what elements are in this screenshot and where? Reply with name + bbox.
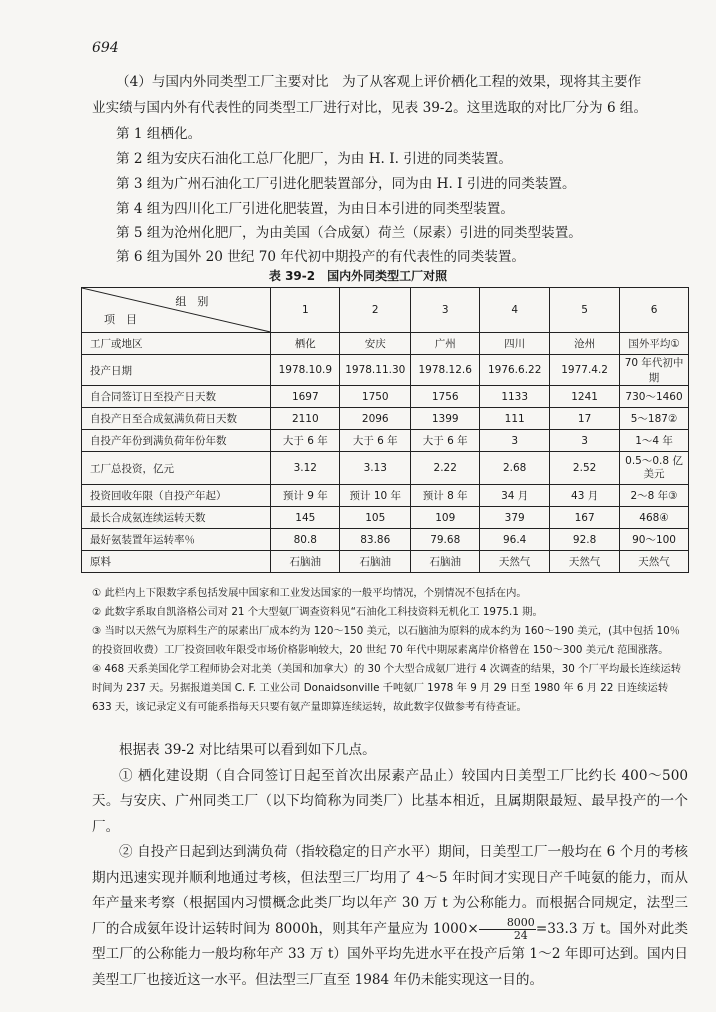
group-item: 第 1 组栖化。 (116, 126, 202, 142)
intro-line-2: 业实绩与国内外有代表性的同类型工厂进行对比，见表 39-2。这里选取的对比厂分为 6 组。 (92, 100, 648, 116)
table-cell: 43 月 (550, 485, 620, 507)
group-item: 第 3 组为广州石油化工厂引进化肥装置部分，同为由 H. I 引进的同类装置。 (116, 176, 576, 192)
group-item: 第 2 组为安庆石油化工总厂化肥厂，为由 H. I. 引进的同类装置。 (116, 151, 512, 167)
table-cell: 83.86 (340, 529, 411, 551)
table-cell: 96.4 (480, 529, 550, 551)
table-cell: 1978.10.9 (271, 355, 340, 386)
footnote: ③ 当时以天然气为原料生产的尿素出厂成本约为 120～150 美元，以石脑油为原料的成本约为 160～190 美元，(其中包括 10％的投资回收费）工厂投资回收年限受市场价格影响较大，20 世纪 70 年代中期尿素离岸价格曾在 150～300 美元/t 范围涨落。 (92, 625, 680, 656)
table-cell: 广州 (411, 333, 480, 355)
paragraph-text: ② 自投产日起到达到满负荷（指较稳定的日产水平）期间，日美型工厂一般均在 6 个月的考核期内迅速实现并顺利地通过考核，但法型三厂均用了 4～5 年时间才实现日产千吨氨的能力，而从年产量来考察（根据国内习惯概念此类厂均以年产 30 万 t 为公称能力。而根据合同规定，法型三厂的合成氨年设计运转时间为 8000h，则其年产量应为 1000× (92, 844, 688, 937)
body-paragraph: ① 栖化建设期（自合同签订日起至首次出尿素产品止）较国内日美型工厂比约长 400～500 天。与安庆、广州同类工厂（以下均简称为同类厂）比基本相近，且属期限最短、最早投产的一个厂。 (92, 767, 688, 835)
table-cell: 3.13 (340, 452, 411, 485)
group-item: 第 4 组为四川化工厂引进化肥装置，为由日本引进的同类型装置。 (116, 201, 514, 217)
table-cell: 0.5～0.8 亿美元 (620, 452, 689, 485)
table-cell: 天然气 (620, 551, 689, 573)
table-cell: 1756 (411, 386, 480, 408)
table-cell: 2.22 (411, 452, 480, 485)
table-cell: 1750 (340, 386, 411, 408)
intro-line-1: （4）与国内外同类型工厂主要对比 为了从客观上评价栖化工程的效果，现将其主要作 (116, 74, 642, 90)
column-header: 3 (411, 288, 480, 333)
table-cell: 预计 9 年 (271, 485, 340, 507)
table-cell: 石脑油 (340, 551, 411, 573)
table-cell: 预计 10 年 (340, 485, 411, 507)
table-cell: 3 (480, 430, 550, 452)
table-row (82, 529, 689, 551)
table-cell: 34 月 (480, 485, 550, 507)
row-label: 原料 (82, 551, 271, 573)
table-row (82, 386, 689, 408)
table-cell: 2096 (340, 408, 411, 430)
footnote: ④ 468 天系美国化学工程师协会对北美（美国和加拿大）的 30 个大型合成氨厂进行 4 次调查的结果，30 个厂平均最长连续运转时间为 237 天。另据报道美国 C. F. 工业公司 Donaidsonville 千吨氨厂 1978 年 9 月 29 日至 1980 年 6 月 22 日连续运转 633 天，该记录定义有可能系指每天只要有氨产量即算连续运转，故此数字仅做参考有待查证。 (92, 663, 682, 713)
table-row (82, 507, 689, 529)
row-label: 自投产日至合成氨满负荷日天数 (82, 408, 271, 430)
table-cell: 石脑油 (271, 551, 340, 573)
table-cell: 2110 (271, 408, 340, 430)
fraction (479, 917, 536, 942)
paragraph-text: =33.3 万 t。国外对此类型工厂的公称能力一般均称年产 33 万 t）国外平均先进水平在投产后第 1～2 年即可达到。国内日美型工厂也接近这一水平。但法型三厂直至 1984 年仍未能实现这一目的。 (92, 920, 688, 988)
table-cell: 111 (480, 408, 550, 430)
comparison-table (81, 287, 689, 573)
table-cell: 92.8 (550, 529, 620, 551)
table-cell: 730～1460 (620, 386, 689, 408)
table-cell: 2～8 年③ (620, 485, 689, 507)
table-cell: 国外平均① (620, 333, 689, 355)
fraction-numerator: 8000 (479, 917, 536, 930)
table-cell: 1977.4.2 (550, 355, 620, 386)
table-cell: 2.68 (480, 452, 550, 485)
table-cell: 80.8 (271, 529, 340, 551)
table-cell: 468④ (620, 507, 689, 529)
table-cell: 大于 6 年 (411, 430, 480, 452)
row-label: 最好氨装置年运转率％ (82, 529, 271, 551)
table-cell: 天然气 (550, 551, 620, 573)
table-cell: 109 (411, 507, 480, 529)
table-cell: 3.12 (271, 452, 340, 485)
fraction-denominator: 24 (513, 928, 528, 942)
table-cell: 栖化 (271, 333, 340, 355)
table-footnotes (92, 584, 688, 717)
table-cell: 沧州 (550, 333, 620, 355)
column-header: 2 (340, 288, 411, 333)
column-header: 1 (271, 288, 340, 333)
table-cell: 1～4 年 (620, 430, 689, 452)
table-cell: 大于 6 年 (340, 430, 411, 452)
table-cell: 145 (271, 507, 340, 529)
table-row (82, 551, 689, 573)
table-cell: 石脑油 (411, 551, 480, 573)
header-item-label: 项 目 (104, 313, 137, 326)
table-cell: 1241 (550, 386, 620, 408)
table-cell: 1399 (411, 408, 480, 430)
table-header-row (82, 288, 689, 333)
table-cell: 105 (340, 507, 411, 529)
table-row (82, 408, 689, 430)
table-row (82, 485, 689, 507)
table-cell: 2.52 (550, 452, 620, 485)
table-row (82, 355, 689, 386)
row-label: 投产日期 (82, 355, 271, 386)
diagonal-header-cell (82, 288, 271, 333)
table-row (82, 452, 689, 485)
table-cell: 79.68 (411, 529, 480, 551)
body-paragraph: 根据表 39-2 对比结果可以看到如下几点。 (119, 742, 376, 758)
column-header: 4 (480, 288, 550, 333)
table-cell: 1978.12.6 (411, 355, 480, 386)
column-header: 6 (620, 288, 689, 333)
row-label: 投资回收年限（自投产年起） (82, 485, 271, 507)
table-caption: 表 39-2 国内外同类型工厂对照 (268, 269, 448, 283)
footnote: ② 此数字系取自凯洛格公司对 21 个大型氨厂调查资料见“石油化工科技资料无机化工 1975.1 期。 (92, 606, 543, 618)
row-label: 自合同签订日至投产日天数 (82, 386, 271, 408)
table-row (82, 430, 689, 452)
row-label: 工厂或地区 (82, 333, 271, 355)
table-cell: 1697 (271, 386, 340, 408)
table-row (82, 333, 689, 355)
table-cell: 预计 8 年 (411, 485, 480, 507)
row-label: 最长合成氨连续运转天数 (82, 507, 271, 529)
table-cell: 3 (550, 430, 620, 452)
table-cell: 90～100 (620, 529, 689, 551)
table-cell: 1978.11.30 (340, 355, 411, 386)
body-paragraph (92, 840, 688, 993)
page-number: 694 (92, 40, 119, 56)
group-item: 第 6 组为国外 20 世纪 70 年代初中期投产的有代表性的同类装置。 (116, 249, 526, 265)
column-header: 5 (550, 288, 620, 333)
table-cell: 1976.6.22 (480, 355, 550, 386)
table-cell: 大于 6 年 (271, 430, 340, 452)
row-label: 自投产年份到满负荷年份年数 (82, 430, 271, 452)
table-cell: 379 (480, 507, 550, 529)
table-cell: 17 (550, 408, 620, 430)
header-group-label: 组 别 (175, 295, 209, 308)
group-item: 第 5 组为沧州化肥厂，为由美国（合成氨）荷兰（尿素）引进的同类型装置。 (116, 225, 582, 241)
table-cell: 167 (550, 507, 620, 529)
table-cell: 70 年代初中期 (620, 355, 689, 386)
footnote: ① 此栏内上下限数字系包括发展中国家和工业发达国家的一般平均情况，个别情况不包括在内。 (92, 587, 527, 599)
table-cell: 1133 (480, 386, 550, 408)
table-cell: 5～187② (620, 408, 689, 430)
table-cell: 安庆 (340, 333, 411, 355)
table-cell: 四川 (480, 333, 550, 355)
row-label: 工厂总投资，亿元 (82, 452, 271, 485)
table-cell: 天然气 (480, 551, 550, 573)
analysis-text (92, 738, 688, 993)
